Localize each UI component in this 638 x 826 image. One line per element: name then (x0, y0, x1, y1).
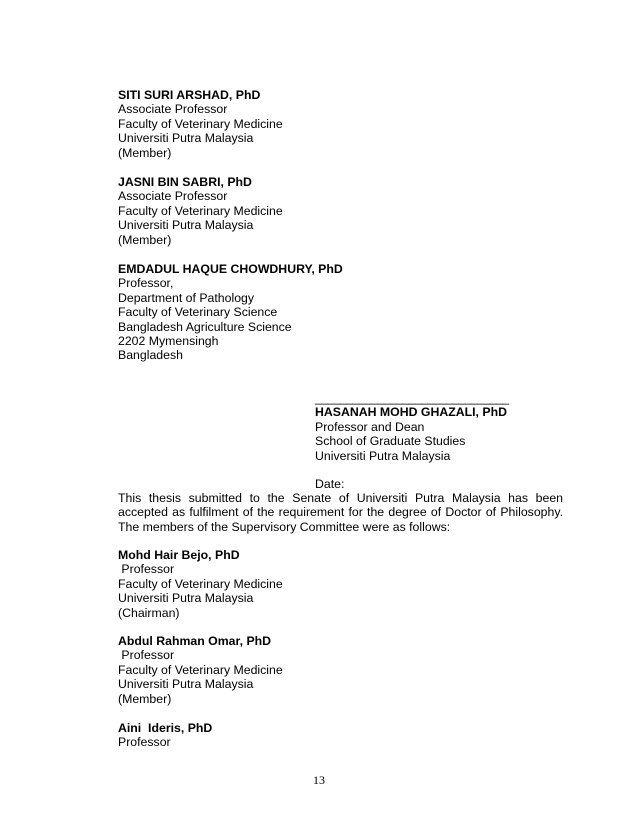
member-entry-siti (118, 88, 568, 160)
member-name: EMDADUL HAQUE CHOWDHURY, PhD (118, 262, 343, 276)
supervisor-name: Aini Ideris, PhD (118, 721, 213, 735)
member-role: (Member) (118, 232, 172, 247)
supervisor-title: Professor (118, 562, 175, 577)
member-country: Bangladesh (118, 348, 183, 363)
member-name: SITI SURI ARSHAD, PhD (118, 88, 261, 102)
date-label: Date: (315, 477, 345, 492)
member-university: Universiti Putra Malaysia (118, 218, 254, 233)
supervisor-university: Universiti Putra Malaysia (118, 677, 254, 692)
dean-signature-block (315, 391, 575, 491)
member-title: Associate Professor (118, 102, 228, 117)
member-institution: Bangladesh Agriculture Science (118, 319, 292, 334)
supervisor-faculty: Faculty of Veterinary Medicine (118, 576, 283, 591)
supervisor-university: Universiti Putra Malaysia (118, 591, 254, 606)
dean-name: HASANAH MOHD GHAZALI, PhD (315, 405, 507, 420)
dean-school: School of Graduate Studies (315, 434, 466, 449)
dean-title: Professor and Dean (315, 419, 425, 434)
member-name: JASNI BIN SABRI, PhD (118, 175, 252, 189)
dean-university: Universiti Putra Malaysia (315, 448, 451, 463)
supervisor-faculty: Faculty of Veterinary Medicine (118, 662, 283, 677)
member-faculty: Faculty of Veterinary Science (118, 305, 278, 320)
member-title: Associate Professor (118, 189, 228, 204)
supervisor-entry-mohd (118, 548, 568, 620)
member-entry-jasni (118, 175, 568, 247)
supervisor-title: Professor (118, 735, 171, 750)
supervisor-name: Mohd Hair Bejo, PhD (118, 548, 240, 562)
member-title: Professor, (118, 276, 174, 291)
page-number: 13 (313, 773, 325, 787)
thesis-statement: This thesis submitted to the Senate of Universiti Putra Malaysia has been accepted as fulfilment of the requirement for the degree of Doctor of Philosophy. The members of the Supervisory Committee were as follows: (118, 491, 563, 534)
supervisor-name: Abdul Rahman Omar, PhD (118, 634, 272, 648)
signature-line: _______________________________ (315, 391, 509, 405)
member-university: Universiti Putra Malaysia (118, 131, 254, 146)
member-entry-emdadul (118, 262, 568, 363)
member-city: 2202 Mymensingh (118, 334, 219, 349)
member-department: Department of Pathology (118, 290, 255, 305)
supervisor-title: Professor (118, 648, 175, 663)
supervisor-role: (Chairman) (118, 605, 180, 620)
supervisor-entry-abdul (118, 634, 568, 706)
member-faculty: Faculty of Veterinary Medicine (118, 116, 283, 131)
supervisor-role: (Member) (118, 691, 172, 706)
member-role: (Member) (118, 145, 172, 160)
supervisor-entry-aini (118, 721, 568, 750)
member-faculty: Faculty of Veterinary Medicine (118, 203, 283, 218)
